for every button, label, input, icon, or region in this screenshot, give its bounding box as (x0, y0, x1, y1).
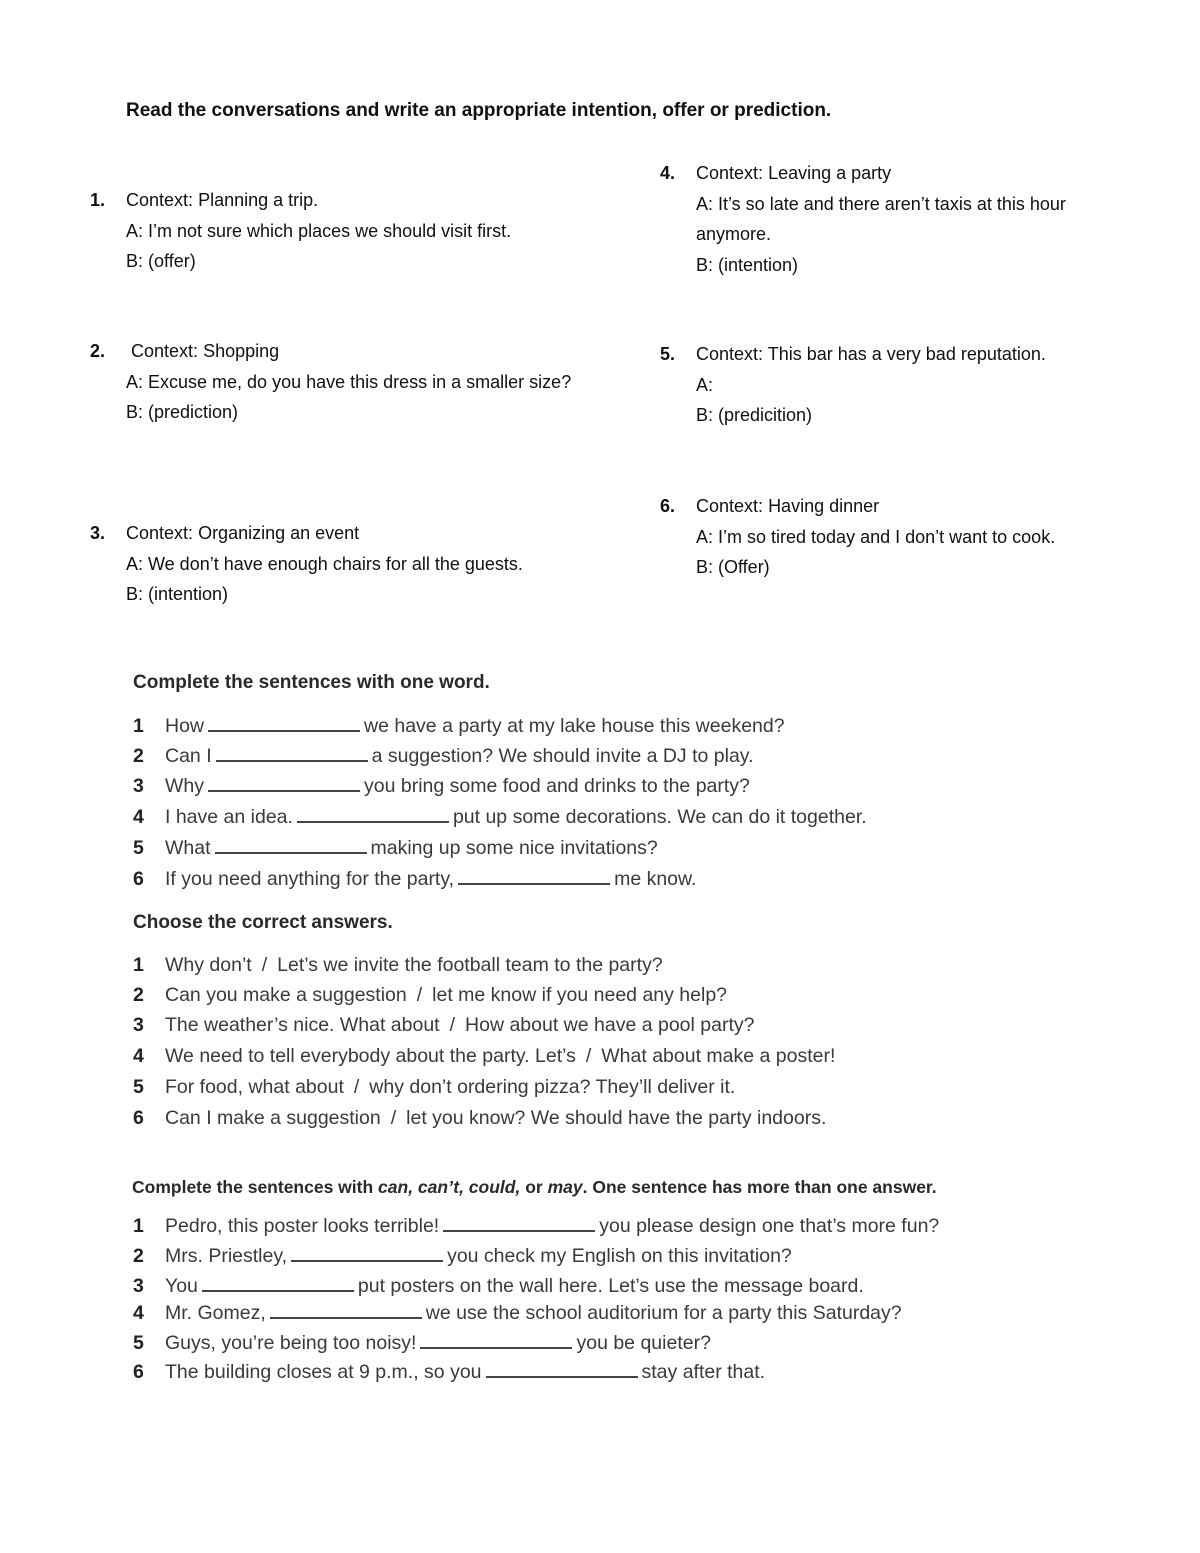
conversation-number: 6. (660, 496, 676, 516)
choice-option-2[interactable]: Let’s we invite the football team to the party? (277, 954, 663, 976)
conversation-number: 3. (90, 523, 106, 543)
choice-option-1[interactable]: We need to tell everybody about the party. Let’s (165, 1045, 576, 1067)
choice-option-2[interactable]: What about make a poster! (601, 1045, 836, 1067)
page-title: Read the conversations and write an appropriate intention, offer or prediction. (126, 100, 832, 121)
choice-item: 4 We need to tell everybody about the party. Let’s / What about make a poster! (133, 1045, 836, 1067)
conversation-number: 2. (90, 341, 106, 361)
exercise-item: 6 If you need anything for the party, me know. (133, 868, 697, 890)
choice-option-2[interactable]: let me know if you need any help? (432, 984, 728, 1006)
section-heading-modals: Complete the sentences with can, can’t, could, or may. One sentence has more than one answer. (132, 1177, 937, 1197)
exercise-item: 3 You put posters on the wall here. Let’s use the message board. (133, 1275, 864, 1297)
choice-option-1[interactable]: The weather’s nice. What about (165, 1014, 440, 1036)
exercise-item: 3 Why you bring some food and drinks to the party? (133, 775, 750, 797)
context-line: Context: Leaving a party (696, 163, 892, 183)
conversation-4 (660, 158, 1136, 280)
answer-blank[interactable] (291, 1246, 443, 1262)
answer-blank[interactable] (208, 776, 360, 792)
speaker-a-line: A: (696, 374, 714, 395)
choice-option-2[interactable]: How about we have a pool party? (465, 1014, 755, 1036)
choice-option-1[interactable]: Can I make a suggestion (165, 1107, 381, 1129)
conversation-1 (90, 185, 596, 277)
choice-item: 2 Can you make a suggestion / let me know if you need any help? (133, 984, 728, 1006)
answer-blank[interactable] (216, 746, 368, 762)
speaker-a-line: A: I’m so tired today and I don’t want to cook. (696, 526, 1056, 547)
speaker-b-line: B: (intention) (696, 254, 799, 275)
speaker-a-line: A: Excuse me, do you have this dress in a smaller size? (126, 371, 572, 392)
answer-blank[interactable] (458, 869, 610, 885)
conversation-number: 4. (660, 163, 676, 183)
choice-option-1[interactable]: Can you make a suggestion (165, 984, 407, 1006)
speaker-b-line: B: (predicition) (696, 405, 813, 425)
answer-blank[interactable] (270, 1303, 422, 1319)
context-line: Context: Having dinner (696, 496, 880, 516)
exercise-item: 6 The building closes at 9 p.m., so you stay after that. (133, 1361, 766, 1383)
context-line: Context: Organizing an event (126, 523, 360, 543)
exercise-item: 4 I have an idea. put up some decorations. We can do it together. (133, 806, 867, 828)
exercise-item: 2 Can I a suggestion? We should invite a DJ to play. (133, 745, 754, 767)
speaker-b-line: B: (offer) (126, 251, 196, 271)
exercise-item: 2 Mrs. Priestley, you check my English on this invitation? (133, 1245, 792, 1267)
answer-blank[interactable] (215, 838, 367, 854)
context-line: Context: Planning a trip. (126, 190, 319, 210)
answer-blank[interactable] (486, 1362, 638, 1378)
exercise-item: 1 Pedro, this poster looks terrible! you please design one that’s more fun? (133, 1215, 940, 1237)
exercise-item: 5 What making up some nice invitations? (133, 837, 658, 859)
speaker-b-line: B: (prediction) (126, 402, 239, 422)
answer-blank[interactable] (297, 807, 449, 823)
speaker-a-line: A: We don’t have enough chairs for all the guests. (126, 553, 523, 574)
answer-blank[interactable] (420, 1333, 572, 1349)
exercise-item: 1 How we have a party at my lake house this weekend? (133, 715, 785, 737)
choice-option-1[interactable]: Why don’t (165, 954, 252, 976)
context-line: Context: This bar has a very bad reputation. (696, 344, 1046, 364)
conversation-3 (90, 518, 596, 610)
exercise-item: 5 Guys, you’re being too noisy! you be quieter? (133, 1332, 711, 1354)
answer-blank[interactable] (202, 1276, 354, 1292)
conversation-6 (660, 491, 1136, 583)
speaker-a-line: A: It’s so late and there aren’t taxis at this hour anymore. (696, 193, 1066, 244)
conversation-2 (90, 336, 596, 428)
conversation-5 (660, 339, 1136, 431)
speaker-a-line: A: I’m not sure which places we should visit first. (126, 220, 512, 241)
choice-option-2[interactable]: why don’t ordering pizza? They’ll deliver it. (369, 1076, 736, 1098)
exercise-item: 4 Mr. Gomez, we use the school auditorium for a party this Saturday? (133, 1302, 902, 1324)
conversation-number: 5. (660, 344, 676, 364)
conversation-number: 1. (90, 190, 106, 210)
choice-item: 3 The weather’s nice. What about / How about we have a pool party? (133, 1014, 755, 1036)
choice-option-1[interactable]: For food, what about (165, 1076, 344, 1098)
section-heading-one-word: Complete the sentences with one word. (133, 672, 490, 693)
answer-blank[interactable] (208, 716, 360, 732)
context-line: Context: Shopping (131, 341, 280, 361)
speaker-b-line: B: (intention) (126, 584, 229, 604)
choice-option-2[interactable]: let you know? We should have the party indoors. (406, 1107, 827, 1129)
choice-item: 1 Why don’t / Let’s we invite the football team to the party? (133, 954, 663, 976)
section-heading-choose: Choose the correct answers. (133, 912, 393, 933)
choice-item: 6 Can I make a suggestion / let you know? We should have the party indoors. (133, 1107, 827, 1129)
choice-item: 5 For food, what about / why don’t ordering pizza? They’ll deliver it. (133, 1076, 736, 1098)
speaker-b-line: B: (Offer) (696, 557, 770, 577)
answer-blank[interactable] (443, 1216, 595, 1232)
